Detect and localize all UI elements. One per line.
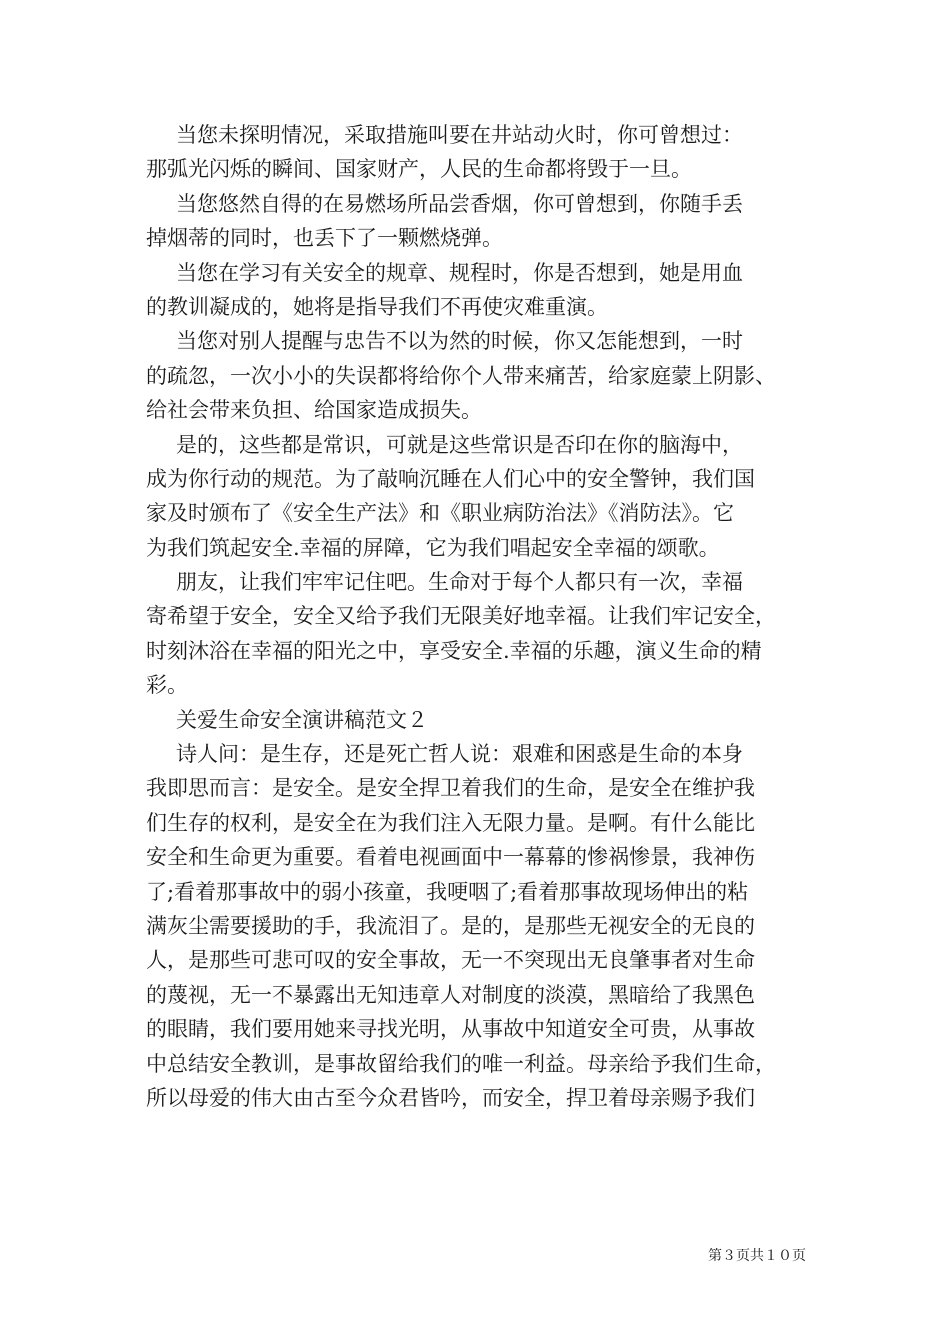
text-line: 的蔑视，无一不暴露出无知违章人对制度的淡漠，黑暗给了我黑色 — [146, 982, 755, 1007]
text-line: 为我们筑起安全.幸福的屏障，它为我们唱起安全幸福的颂歌。 — [146, 535, 720, 560]
text-line: 当您悠然自得的在易燃场所品尝香烟，你可曾想到，你随手丢 — [176, 191, 743, 216]
section-heading: 关爱生命安全演讲稿范文２ — [176, 707, 428, 732]
document-body — [146, 118, 826, 1115]
text-line: 家及时颁布了《安全生产法》和《职业病防治法》《消防法》。它 — [146, 501, 734, 526]
text-line: 是的，这些都是常识，可就是这些常识是否印在你的脑海中， — [176, 432, 743, 457]
text-line: 当您未探明情况，采取措施叫要在井站动火时，你可曾想过： — [176, 123, 743, 147]
text-line: 满灰尘需要援助的手，我流泪了。是的，是那些无视安全的无良的 — [146, 913, 755, 938]
text-line: 寄希望于安全，安全又给予我们无限美好地幸福。让我们牢记安全， — [146, 604, 776, 629]
page-number: 第３页共１０页 — [708, 1248, 806, 1264]
text-line: 那弧光闪烁的瞬间、国家财产，人民的生命都将毁于一旦。 — [146, 157, 692, 182]
text-line: 时刻沐浴在幸福的阳光之中，享受安全.幸福的乐趣，演义生命的精 — [146, 638, 762, 663]
text-line: 掉烟蒂的同时，也丢下了一颗燃烧弹。 — [146, 226, 503, 251]
text-line: 了;看着那事故中的弱小孩童，我哽咽了;看着那事故现场伸出的粘 — [146, 879, 749, 904]
text-line: 中总结安全教训，是事故留给我们的唯一利益。母亲给予我们生命， — [146, 1051, 776, 1076]
text-line: 们生存的权利，是安全在为我们注入无限力量。是啊。有什么能比 — [146, 810, 755, 835]
text-line: 朋友，让我们牢牢记住吧。生命对于每个人都只有一次，幸福 — [176, 570, 743, 595]
text-line: 人，是那些可悲可叹的安全事故，无一不突现出无良肇事者对生命 — [146, 948, 755, 973]
text-line: 给社会带来负担、给国家造成损失。 — [146, 398, 482, 423]
text-line: 彩。 — [146, 673, 188, 698]
text-line: 诗人问：是生存，还是死亡哲人说：艰难和困惑是生命的本身 — [176, 742, 743, 767]
text-line: 当您在学习有关安全的规章、规程时，你是否想到，她是用血 — [176, 260, 743, 285]
text-line: 的疏忽，一次小小的失误都将给你个人带来痛苦，给家庭蒙上阴影、 — [146, 363, 776, 388]
text-line: 安全和生命更为重要。看着电视画面中一幕幕的惨祸惨景，我神伤 — [146, 845, 755, 870]
text-line: 所以母爱的伟大由古至今众君皆吟，而安全，捍卫着母亲赐予我们 — [146, 1085, 755, 1110]
text-line: 的眼睛，我们要用她来寻找光明，从事故中知道安全可贵，从事故 — [146, 1017, 755, 1042]
text-line: 的教训凝成的，她将是指导我们不再使灾难重演。 — [146, 294, 608, 319]
text-line: 当您对别人提醒与忠告不以为然的时候，你又怎能想到，一时 — [176, 329, 743, 354]
text-line: 成为你行动的规范。为了敲响沉睡在人们心中的安全警钟，我们国 — [146, 466, 755, 491]
text-line: 我即思而言：是安全。是安全捍卫着我们的生命，是安全在维护我 — [146, 776, 755, 801]
